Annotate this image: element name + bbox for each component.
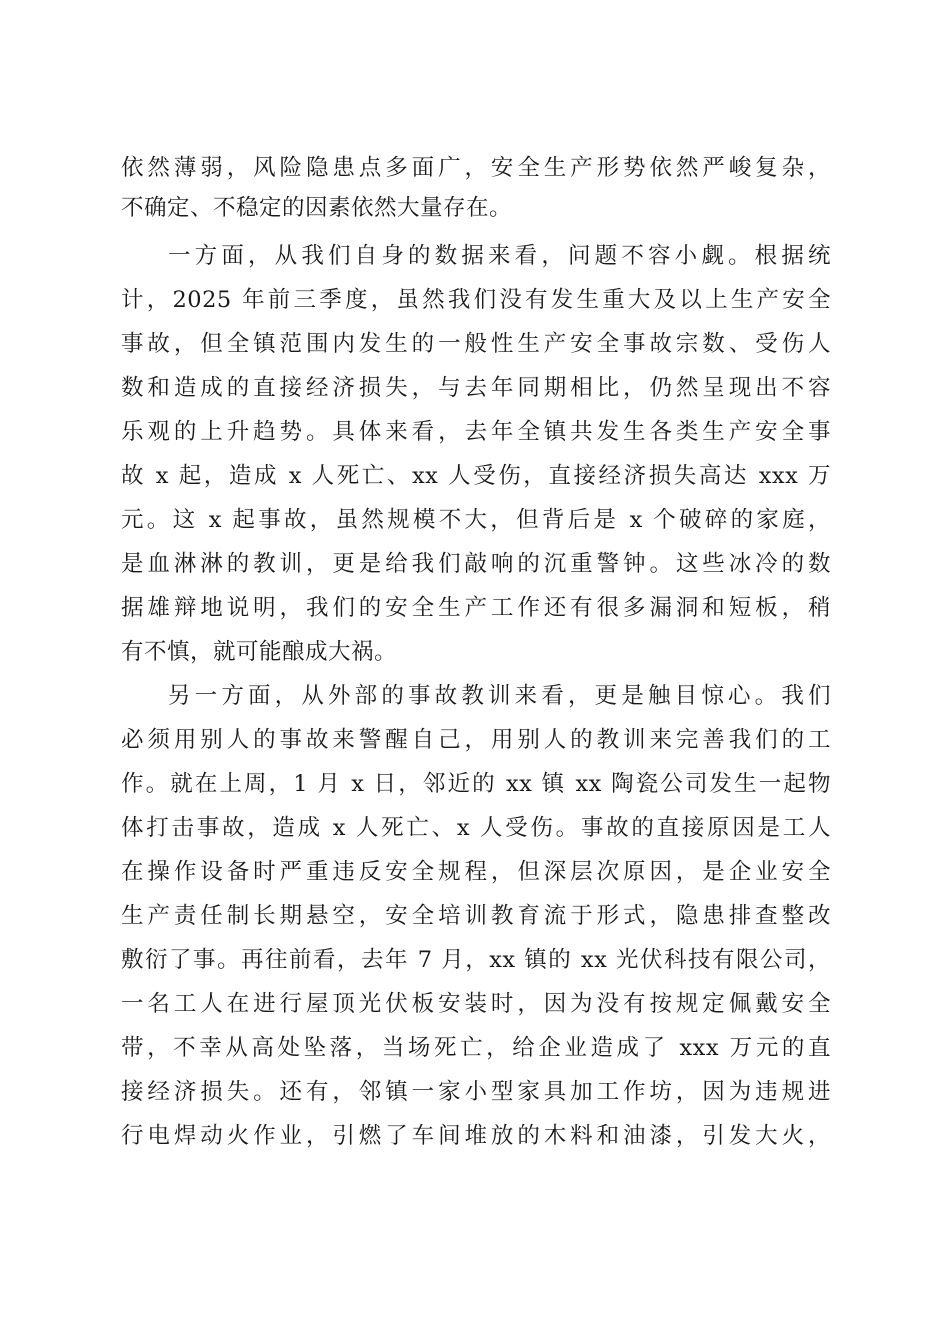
text-line: 接经济损失。还有，邻镇一家小型家具加工作坊，因为违规进 (121, 1079, 831, 1105)
text-line: 生产责任制长期悬空，安全培训教育流于形式，隐患排查整改 (121, 903, 831, 929)
text-line: 体打击事故，造成 x 人死亡、x 人受伤。事故的直接原因是工人 (121, 815, 831, 841)
text-line: 故 x 起，造成 x 人死亡、xx 人受伤，直接经济损失高达 xxx 万 (121, 463, 831, 489)
text-line: 事故，但全镇范围内发生的一般性生产安全事故宗数、受伤人 (121, 331, 831, 357)
text-line: 数和造成的直接经济损失，与去年同期相比，仍然呈现出不容 (121, 375, 831, 401)
text-line: 依然薄弱，风险隐患点多面广，安全生产形势依然严峻复杂， (121, 155, 831, 181)
text-line: 在操作设备时严重违反安全规程，但深层次原因，是企业安全 (121, 859, 831, 885)
text-line: 有不慎，就可能酿成大祸。 (121, 639, 398, 665)
text-line: 作。就在上周，1 月 x 日，邻近的 xx 镇 xx 陶瓷公司发生一起物 (121, 771, 831, 797)
text-line: 据雄辩地说明，我们的安全生产工作还有很多漏洞和短板，稍 (121, 595, 831, 621)
text-line: 乐观的上升趋势。具体来看，去年全镇共发生各类生产安全事 (121, 419, 831, 445)
text-line: 不确定、不稳定的因素依然大量存在。 (121, 195, 513, 221)
text-line: 是血淋淋的教训，更是给我们敲响的沉重警钟。这些冰冷的数 (121, 551, 831, 577)
text-line: 行电焊动火作业，引燃了车间堆放的木料和油漆，引发大火， (121, 1123, 831, 1149)
text-line: 计，2025 年前三季度，虽然我们没有发生重大及以上生产安全 (121, 287, 831, 313)
text-line: 敷衍了事。再往前看，去年 7 月，xx 镇的 xx 光伏科技有限公司， (121, 947, 831, 973)
text-line: 元。这 x 起事故，虽然规模不大，但背后是 x 个破碎的家庭， (121, 507, 831, 533)
text-line: 必须用别人的事故来警醒自己，用别人的教训来完善我们的工 (121, 727, 831, 753)
paragraph-first-line: 一方面，从我们自身的数据来看，问题不容小觑。根据统 (168, 243, 831, 269)
paragraph-first-line: 另一方面，从外部的事故教训来看，更是触目惊心。我们 (168, 683, 831, 709)
text-line: 一名工人在进行屋顶光伏板安装时，因为没有按规定佩戴安全 (121, 991, 831, 1017)
text-line: 带，不幸从高处坠落，当场死亡，给企业造成了 xxx 万元的直 (121, 1035, 831, 1061)
